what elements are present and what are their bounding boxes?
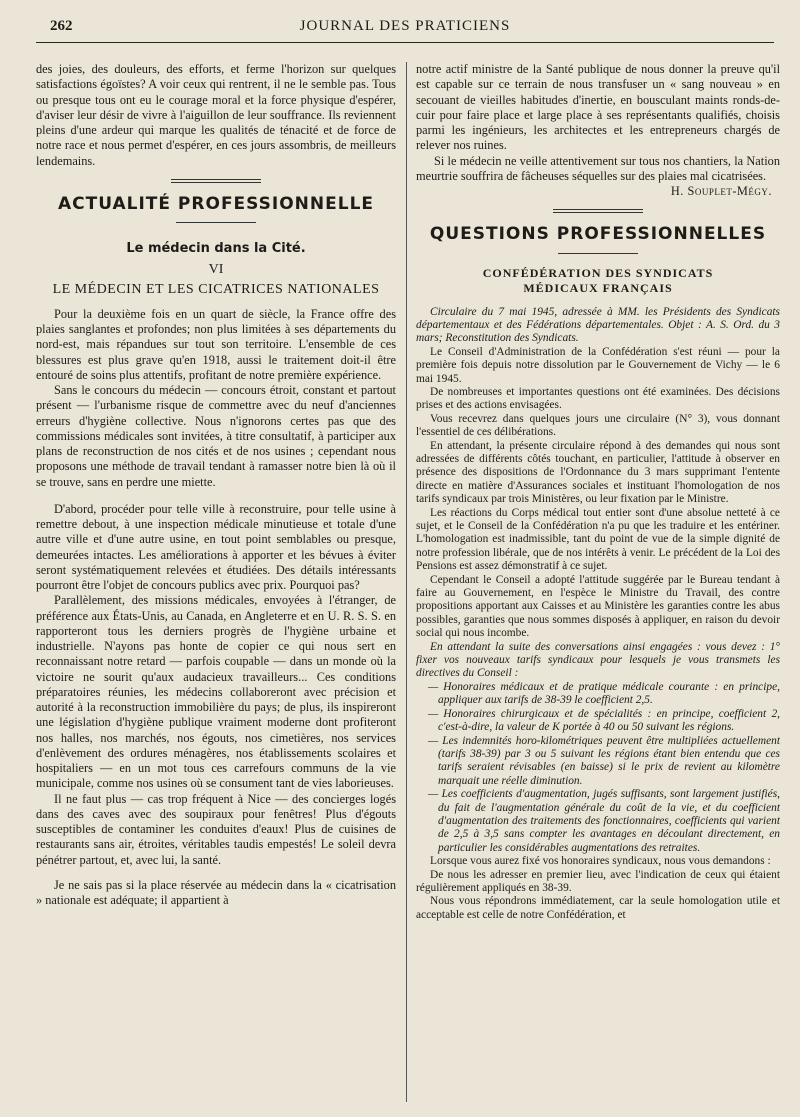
article-paragraph: Il ne faut plus — cas trop fréquent à Nice — des concierges logés dans des caves avec des soupiraux pour fenêtres! Plus d'égouts susceptibles de contaminer les conduites d'eaux! Plus de cuisines de restaurants sans air, étroites, véritables taudis empestés! Le soleil devra pénétrer partout, et, avec lui, la santé. [36,791,396,867]
circular-paragraph: En attendant la suite des conversations ainsi engagées : vous devez : 1° fixer vos nouveaux tarifs syndicaux pour lesquels je vous transmets les directives du Conseil : [416,640,780,680]
article-subtitle: Le médecin dans la Cité. [126,241,306,256]
circular-paragraph: De nous les adresser en premier lieu, avec l'indication de ceux qui étaient régulièrement appliqués en 38-39. [416,868,780,894]
circular-body [416,306,780,923]
list-item: — Les indemnités horo-kilométriques peuvent être multipliées actuellement (tarifs 38-39) par 3 ou 5 suivant les régions étant bien entendu que ces tarifs seraient révisables (en baisse) si le prix de revient au kilomètre marquait une réelle diminution. [428,734,780,787]
journal-title: JOURNAL DES PRATICIENS [299,18,511,34]
right-column [416,62,780,1110]
article-number: VI [208,262,224,278]
circular-paragraph: Les réactions du Corps médical tout entier sont d'une absolue netteté à ce sujet, et le Conseil de la Confédération n'a pu que les traduire et les entériner. L'homologation est inadmissible, tant du point de vue de la simple dignité de notre profession libérale, que de nos intérêts à venir. Le précédent de la Loi des Pensions est assez démonstratif à ce sujet. [416,506,780,573]
circular-paragraph: Lorsque vous aurez fixé vos honoraires syndicaux, nous vous demandons : [430,855,771,868]
page-number: 262 [50,18,73,34]
article-paragraph: Je ne sais pas si la place réservée au médecin dans la « cicatrisation » nationale est adéquate; il appartient à [36,877,396,907]
article-title: LE MÉDECIN ET LES CICATRICES NATIONALES [52,281,380,297]
circular-paragraph: Nous vous répondrons immédiatement, car la seule homologation utile et acceptable est celle de notre Confédération, et [416,895,780,921]
page-header [36,16,774,43]
circular-header: Circulaire du 7 mai 1945, adressée à MM. les Présidents des Syndicats départementaux et des Fédérations départementales. Objet : A. S. Ord. du 3 mars; Reconstitution des Syndicats. [416,305,780,345]
article-paragraph: Pour la deuxième fois en un quart de siècle, la France offre des plaies sanglantes et profondes; non plus limitées à ses départements du nord-est, mais répandues sur tout son territoire. L'ensemble de ces blessures est plus grave qu'en 1918, aussi le traitement doit-il être entouré de soins plus attentifs, profitant de notre première expérience. [36,306,396,382]
left-column [36,62,396,1110]
circular-paragraph: Le Conseil d'Administration de la Confédération s'est réuni — pour la première fois depuis notre dissolution par le Gouvernement de Vichy — le 6 mai 1945. [416,345,780,385]
confederation-title: MÉDICAUX FRANÇAIS [523,280,673,295]
circular-paragraph: Vous recevrez dans quelques jours une circulaire (N° 3), vous donnant l'essentiel de ces délibérations. [416,412,780,439]
article-paragraph: Parallèlement, des missions médicales, envoyées à l'étranger, de préférence aux États-Unis, au Canada, en Angleterre et en U. R. S. S. en rapporteront tous les derniers progrès de l'hygiène urbaine et industrielle. N'ayons pas honte de copier ce qui nous sert en reconnaissant notre retard — parfois coupable — dans un monde où la victoire ne sourit qu'aux audacieux travailleurs... Ces conditions préparatoires réunies, les médecins collaboreront avec précision et autorité à la reconstruction immobilière du pays; de plus, ils inspireront une législation d'hygiène publique vraiment moderne dont profiteront nos halles, nos marchés, nos égouts, nos cimetières, nos services d'enlèvement des ordures ménagères, nos établissements scolaires et hospitaliers — en un mot tous ces carrefours communs de la vie municipale, comme nos usines où se consument tant de vies laborieuses. [36,593,396,791]
circular-paragraph: Cependant le Conseil a adopté l'attitude suggérée par le Bureau tendant à faire au Gouvernement, en l'espèce le Ministre du Travail, des contre propositions apportant aux Caisses et au Ministère les garanties contre les abus possibles, garanties que nous sommes disposés à appliquer, en raison du devoir social qui nous incombe. [416,573,780,640]
list-item: — Les coefficients d'augmentation, jugés suffisants, sont largement justifiés, du fait de l'augmentation générale du coût de la vie, et du coefficient d'augmentation des traitements des fonctionnaires, coefficients qui varient de 2,5 à 3,5 sans compter les avantages en découlant directement, en particulier les considérables augmentations des retraites. [428,788,780,854]
list-item: — Honoraires chirurgicaux et de spécialités : en principe, coefficient 2, c'est-à-dire, la valeur de K portée à 40 ou 50 suivant les régions. [428,707,780,734]
section-title-questions: QUESTIONS PROFESSIONNELLES [429,224,767,245]
circular-paragraph: En attendant, la présente circulaire répond à des demandes qui nous sont adressées de différents côtés touchant, en particulier, l'attitude à observer en présence des dispositions de l'Ordonnance du 3 mars supprimant l'entente directe en matière d'Assurances sociales et instituant l'homologation de nos tarifs syndicaux par trois Ministères, ou leur fixation par le Ministre. [416,439,780,506]
section-title-actualite: ACTUALITÉ PROFESSIONNELLE [57,193,375,214]
circular-paragraph: De nombreuses et importantes questions ont été examinées. Des décisions prises et des actions envisagées. [416,385,780,412]
author-signature: H. Souplet-Mégy. [670,184,772,198]
intro-paragraph: des joies, des douleurs, des efforts, et ferme l'horizon sur quelques satisfactions égoïstes? A voir ceux qui rentrent, il ne le semble pas. Tous ou presque tous ont eu le courage moral et la force physique d'espérer, d'aviser leur désir de vivre à l'aiguillon de leur souffrance. Ils reviennent pleins d'une ardeur qui marque les qualités de ténacité et de force de notre race et nous permet d'espérer, en ces jours assombris, de meilleurs lendemains. [36,62,396,168]
article-paragraph: D'abord, procéder pour telle ville à reconstruire, pour telle usine à remettre debout, à une inspection médicale minutieuse et totale d'une autre ville et d'une autre usine, en tout point semblables ou presque, demeurées intactes. Les améliorations à apporter et les bévues à éviter seront systématiquement relevées et étudiées. Des détails intéressants pourront être l'objet de concours publics avec prix. Pourquoi pas? [36,501,396,592]
article-paragraph: Si le médecin ne veille attentivement sur tous nos chantiers, la Nation meurtrie souffrira de fâcheuses séquelles sur des plaies mal cicatrisées. [416,153,780,183]
article-paragraph: Sans le concours du médecin — concours étroit, constant et partout présent — l'urbanisme risque de commettre avec du neuf d'anciennes erreurs d'hygiène collective. Nous n'ignorons certes pas que des commissions médicales sont invitées, à titre consultatif, à participer aux plans de reconstruction de nos cités et de nos usines ; cependant nous proposons une méthode de travail tendant à ramasser notre bien là où il se trouve, sans en perdre une miette. [36,383,396,489]
article-paragraph: notre actif ministre de la Santé publique de nous donner la preuve qu'il est capable sur ce terrain de nous transfuser un « sang nouveau » en secouant de vieilles habitudes d'inertie, en bousculant maints ronds-de-cuir pour faire place et large place à ses représentants qualifiés, choisis parmi les ingénieurs, les architectes et les entrepreneurs chargés de relever nos ruines. [416,62,780,153]
column-divider [406,62,407,1102]
list-item: — Honoraires médicaux et de pratique médicale courante : en principe, appliquer aux tarifs de 38-39 le coefficient 2,5. [428,680,780,707]
confederation-title: CONFÉDÉRATION DES SYNDICATS [482,265,714,280]
